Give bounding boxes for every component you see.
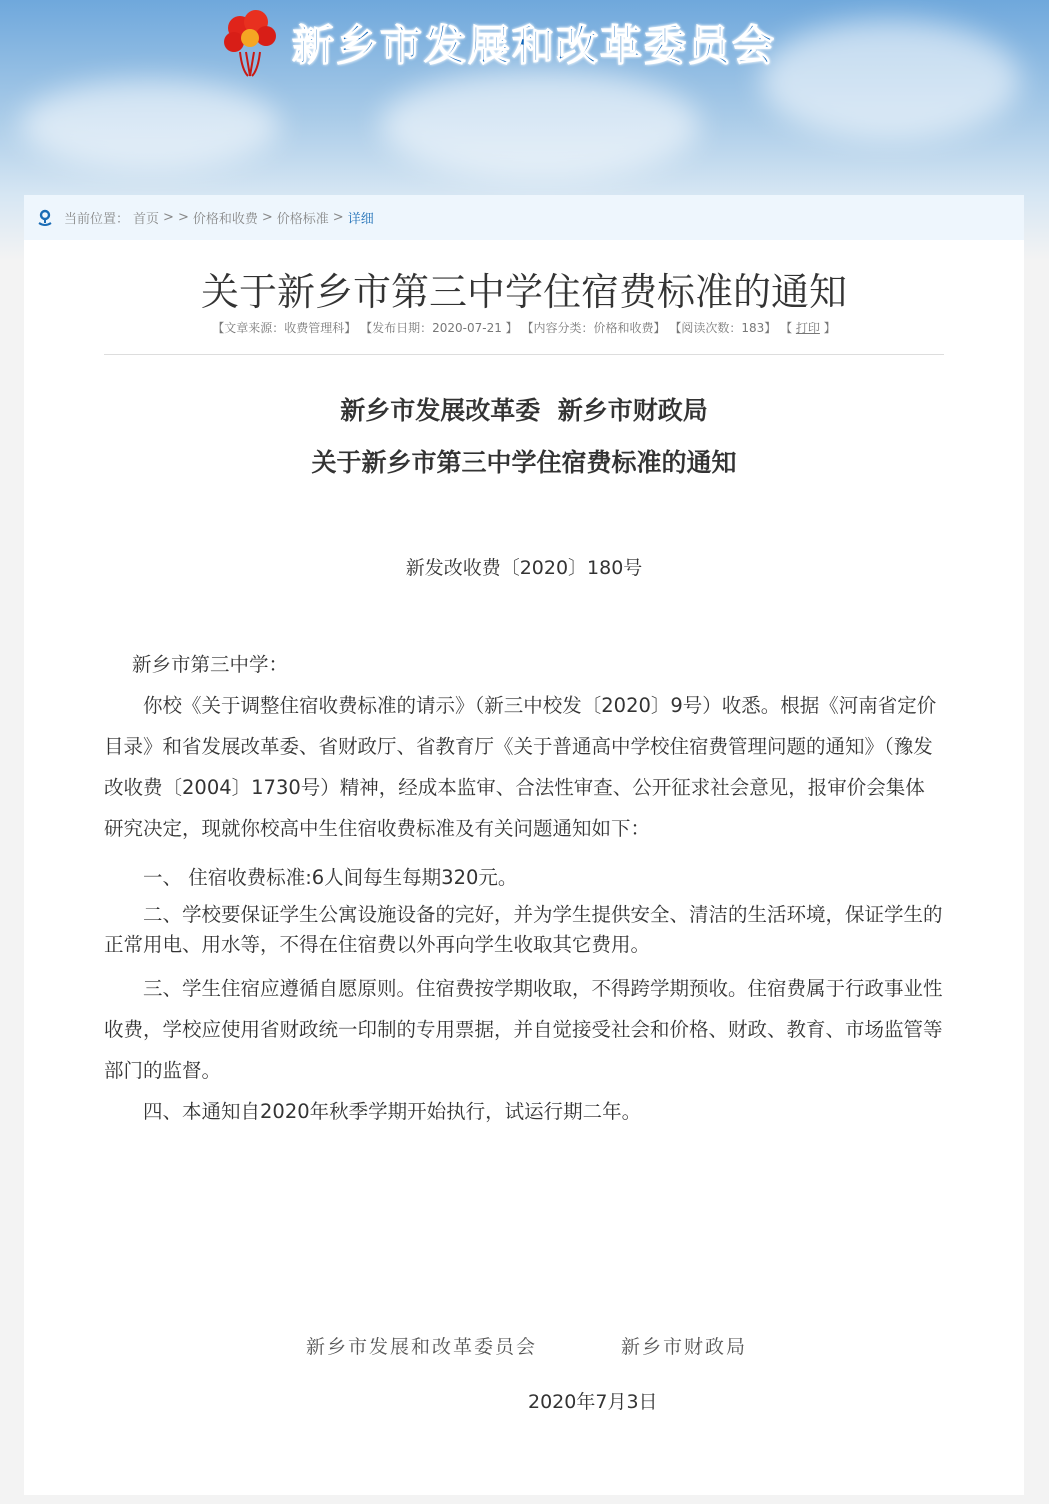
signers <box>104 1332 944 1359</box>
breadcrumb-separator: > <box>177 210 189 225</box>
divider <box>104 354 944 355</box>
site-title: 新乡市发展和改革委员会 <box>292 21 777 70</box>
breadcrumb-separator: > <box>332 210 344 225</box>
meta-bracket: 【 <box>780 321 796 335</box>
breadcrumb-price-standard[interactable]: 价格标准 <box>276 212 329 227</box>
print-link[interactable]: 打印 <box>795 321 820 335</box>
paragraph: 一、 住宿收费标准:6人间每生每期320元。 <box>143 866 518 889</box>
flower-logo-icon <box>222 8 278 78</box>
article-title: 关于新乡市第三中学住宿费标准的通知 <box>200 270 847 314</box>
meta-date: 【发布日期：2020-07-21 】 <box>360 321 518 335</box>
meta-views: 【阅读次数：183】 <box>669 321 777 335</box>
paragraph: 四、本通知自2020年秋季学期开始执行，试运行期二年。 <box>143 1100 642 1123</box>
article-body <box>24 385 1024 1414</box>
signer: 新乡市发展和改革委员会 <box>306 1336 538 1358</box>
paragraph: 二、学校要保证学生公寓设施设备的完好，并为学生提供安全、清洁的生活环境，保证学生的正常用电、用水等，不得在住宿费以外再向学生收取其它费用。 <box>104 903 943 956</box>
addressee: 新乡市第三中学： <box>132 653 289 676</box>
article-meta <box>24 319 1024 336</box>
meta-bracket: 】 <box>819 321 836 335</box>
breadcrumb-price-fees[interactable]: 价格和收费 <box>192 212 258 227</box>
doc-title-2: 关于新乡市第三中学住宿费标准的通知 <box>311 448 737 477</box>
breadcrumb <box>24 195 1024 240</box>
site-logo[interactable] <box>222 8 776 78</box>
content-panel <box>24 195 1024 1495</box>
breadcrumb-label: 当前位置： <box>64 212 130 227</box>
sign-date: 2020年7月3日 <box>528 1391 658 1413</box>
breadcrumb-current: 详细 <box>347 212 374 227</box>
signer: 新乡市财政局 <box>621 1336 748 1358</box>
paragraph: 你校《关于调整住宿收费标准的请示》（新三中校发〔2020〕9号）收悉。根据《河南省定价目录》和省发展改革委、省财政厅、省教育厅《关于普通高中学校住宿费管理问题的通知》（豫发改收费〔2004〕1730号）精神，经成本监审、合法性审查、公开征求社会意见，报审价会集体研究决定，现就你校高中生住宿收费标准及有关问题通知如下： <box>104 694 937 840</box>
doc-title-1: 新乡市发展改革委 新乡市财政局 <box>340 396 708 425</box>
location-pin-icon <box>36 209 54 227</box>
breadcrumb-separator: > <box>261 210 273 225</box>
meta-category: 【内容分类：价格和收费】 <box>521 321 666 335</box>
breadcrumb-separator: > <box>163 210 174 225</box>
meta-source: 【文章来源：收费管理科】 <box>212 321 357 335</box>
breadcrumb-home[interactable]: 首页 <box>133 212 160 227</box>
paragraph: 三、学生住宿应遵循自愿原则。住宿费按学期收取，不得跨学期预收。住宿费属于行政事业性收费，学校应使用省财政统一印制的专用票据，并自觉接受社会和价格、财政、教育、市场监管等部门的监督。 <box>104 977 943 1082</box>
doc-number: 新发改收费〔2020〕180号 <box>405 557 643 579</box>
